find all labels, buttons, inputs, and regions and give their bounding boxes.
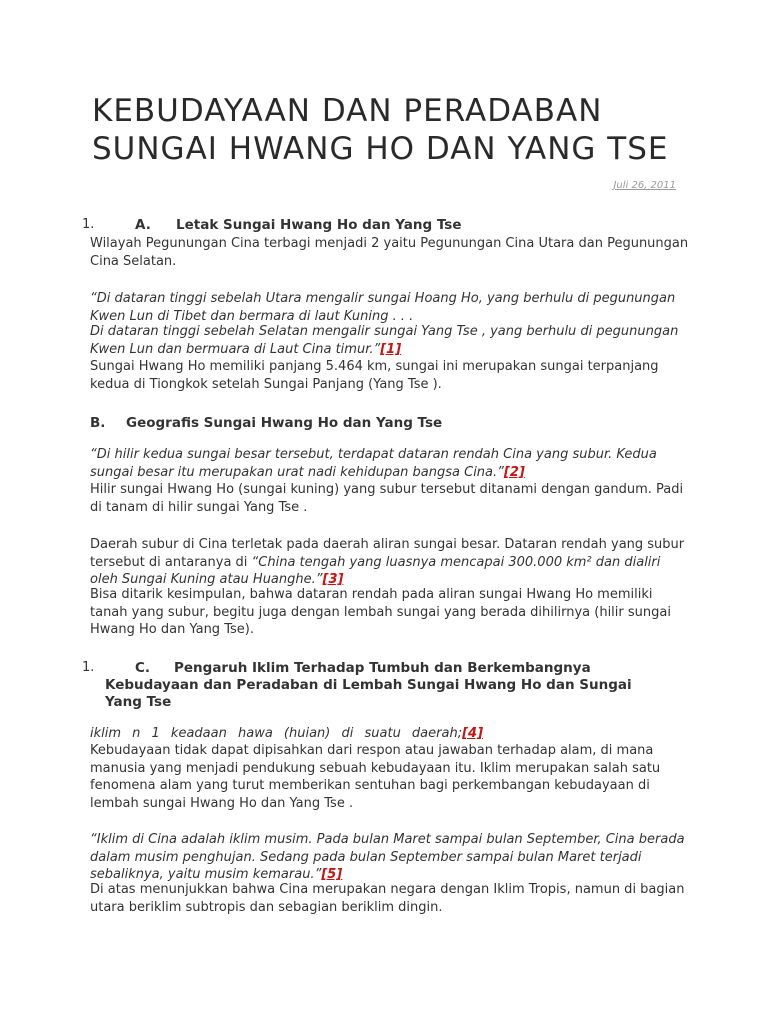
post-date-link[interactable]: Juli 26, 2011 [613, 180, 676, 191]
section-b-paragraph-1: Hilir sungai Hwang Ho (sungai kuning) yang subur tersebut ditanami dengan gandum. Padi di tanam di hilir sungai Yang Tse . [90, 482, 684, 515]
section-c-quote-1 [90, 831, 690, 884]
section-b-quote-1 [90, 446, 690, 481]
section-a-quote-2-text: Di dataran tinggi sebelah Selatan mengalir sungai Yang Tse , yang berhulu di pegunungan Kwen Lun dan bermuara di Laut Cina timur.” [90, 324, 679, 357]
section-a-letter: A. [135, 217, 151, 233]
section-c-heading-line-2: Kebudayaan dan Peradaban di Lembah Sungai Hwang Ho dan Sungai [105, 677, 632, 693]
section-a-paragraph-1: Wilayah Pegunungan Cina terbagi menjadi 2 yaitu Pegunungan Cina Utara dan Pegunungan Cina Selatan. [90, 236, 689, 269]
section-c-definition-text: iklim n 1 keadaan hawa (huian) di suatu daerah; [90, 726, 463, 741]
document-title [92, 92, 712, 168]
footnote-5-link[interactable]: [5] [321, 867, 343, 882]
section-b-heading: Geografis Sungai Hwang Ho dan Yang Tse [126, 415, 443, 431]
section-c-heading-line-1: Pengaruh Iklim Terhadap Tumbuh dan Berkembangnya [174, 660, 591, 676]
footnote-2-link[interactable]: [2] [503, 464, 525, 480]
section-b-paragraph-3: Bisa ditarik kesimpulan, bahwa dataran rendah pada aliran sungai Hwang Ho memiliki tanah yang subur, begitu juga dengan lembah sungai yang berada dihilirnya (hilir sungai Hwang Ho dan Yang Tse). [90, 587, 671, 637]
title-line-2: SUNGAI HWANG HO DAN YANG TSE [92, 131, 669, 167]
footnote-3-link[interactable]: [3] [322, 572, 344, 587]
section-c-heading-line-3: Yang Tse [105, 694, 172, 710]
section-b-letter: B. [90, 415, 106, 431]
section-c-letter: C. [135, 660, 151, 676]
section-a-quote-1: “Di dataran tinggi sebelah Utara mengalir sungai Hoang Ho, yang berhulu di pegunungan Kwen Lun di Tibet dan bermara di laut Kuning . . . [90, 291, 676, 324]
section-c-paragraph-1: Kebudayaan tidak dapat dipisahkan dari respon atau jawaban terhadap alam, di mana manusia yang menjadi pendukung sebuah kebudayaan itu. Iklim merupakan salah satu fenomena alam yang turut memberikan sentuhan bagi perkembangan kebudayaan di lembah sungai Hwang Ho dan Yang Tse . [90, 743, 661, 811]
footnote-4-link[interactable]: [4] [462, 726, 484, 741]
section-a-heading: Letak Sungai Hwang Ho dan Yang Tse [176, 217, 462, 233]
section-c-quote-1-text: “Iklim di Cina adalah iklim musim. Pada bulan Maret sampai bulan September, Cina berada dalam musim penghujan. Sedang pada bulan September sampai bulan Maret terjadi sebaliknya, yaitu musim kemarau.” [90, 832, 685, 882]
section-c-paragraph-2: Di atas menunjukkan bahwa Cina merupakan negara dengan Iklim Tropis, namun di bagian utara beriklim subtropis dan sebagian beriklim dingin. [90, 882, 685, 915]
section-a-number: 1. [82, 217, 95, 232]
section-c-definition [90, 725, 690, 743]
section-b-quote-1-text: “Di hilir kedua sungai besar tersebut, terdapat dataran rendah Cina yang subur. Kedua sungai besar itu merupakan urat nadi kehidupan bangsa Cina.” [90, 447, 657, 480]
title-line-1: KEBUDAYAAN DAN PERADABAN [92, 93, 603, 129]
section-a-paragraph-2: Sungai Hwang Ho memiliki panjang 5.464 km, sungai ini merupakan sungai terpanjang kedua di Tiongkok setelah Sungai Panjang (Yang Tse ). [90, 359, 659, 392]
section-b-inline-quote: “China tengah yang luasnya mencapai 300.000 km² dan dialiri oleh Sungai Kuning atau Huanghe.” [90, 554, 661, 587]
footnote-1-link[interactable]: [1] [380, 341, 402, 357]
section-b-paragraph-2 [90, 536, 690, 589]
section-c-number: 1. [82, 660, 95, 675]
section-b-paragraph-2-text: Daerah subur di Cina terletak pada daerah aliran sungai besar. Dataran rendah yang subur tersebut di antaranya di [90, 537, 685, 570]
section-a-quote-2 [90, 323, 690, 358]
